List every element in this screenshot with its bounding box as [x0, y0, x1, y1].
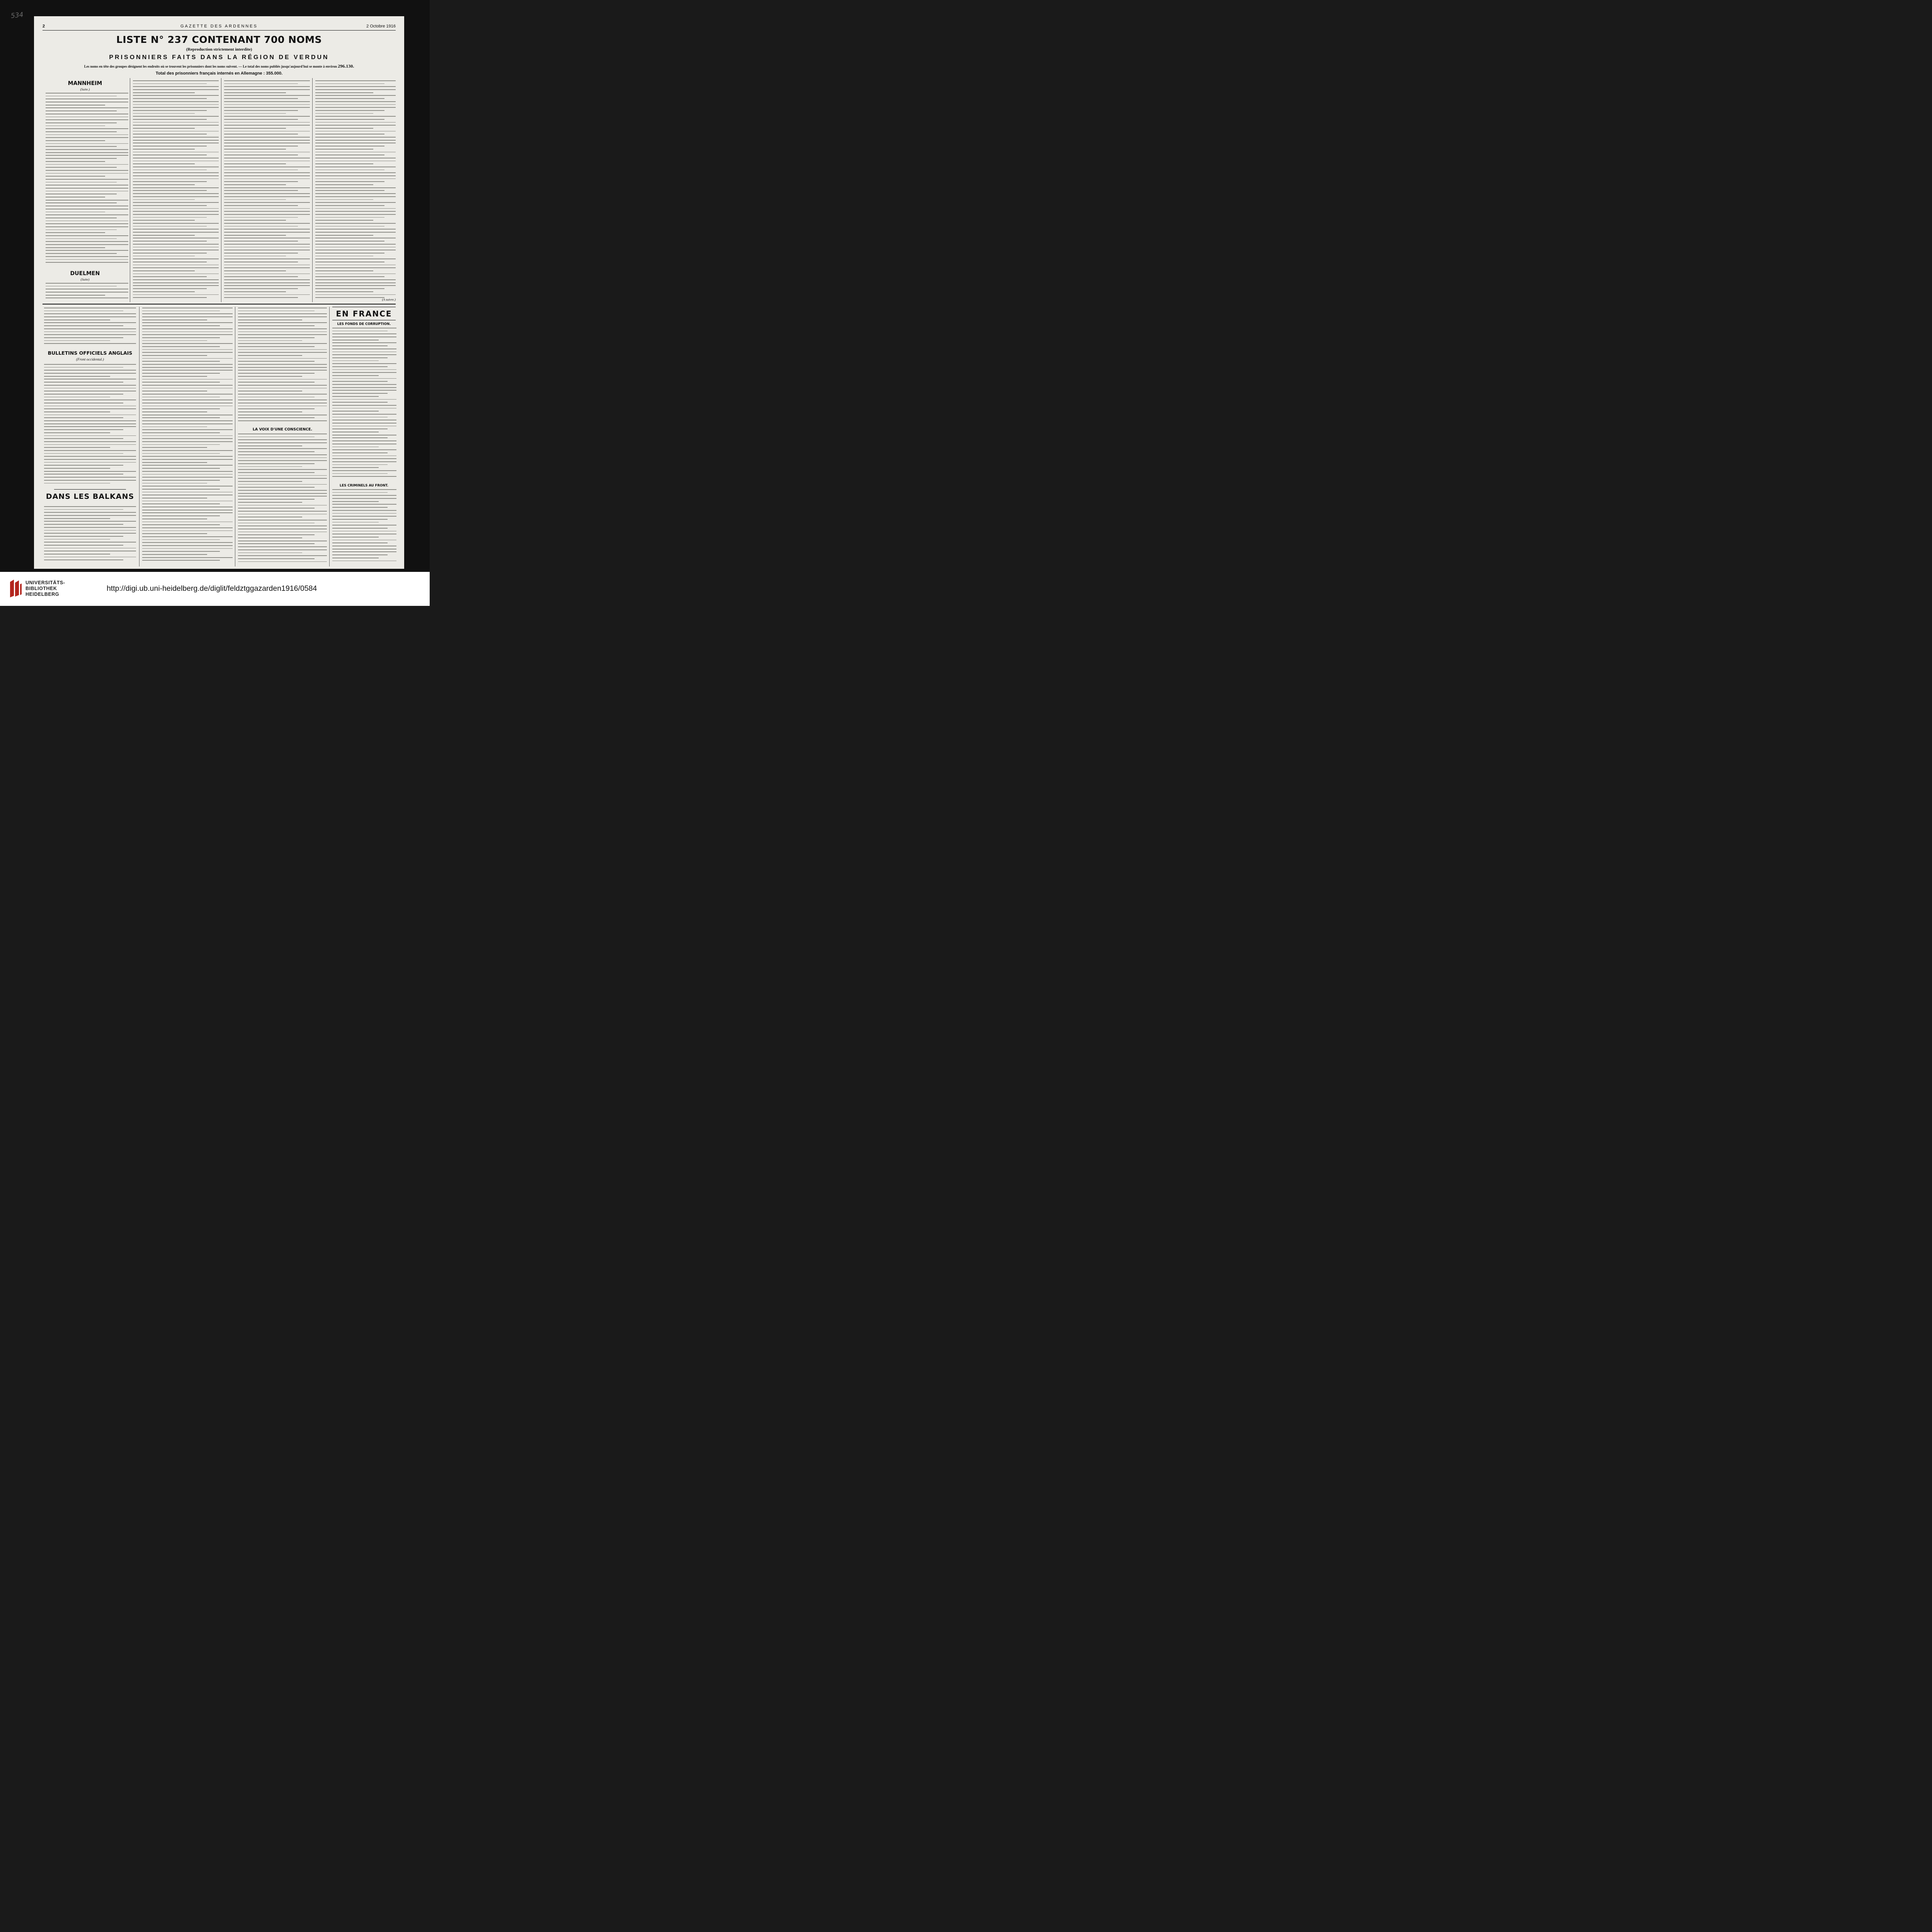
fonds-corruption-heading: LES FONDS DE CORRUPTION.: [337, 322, 391, 326]
mannheim-suite-note: (Suite.): [80, 87, 90, 91]
permalink-url[interactable]: http://digi.ub.uni-heidelberg.de/diglit/feldztggazarden1916/0584: [107, 584, 317, 593]
library-name-line: UNIVERSITÄTS-: [26, 580, 65, 585]
a-suivre-note: (A suivre.): [382, 298, 396, 301]
bulletins-anglais-heading: BULLETINS OFFICIELS ANGLAIS: [48, 350, 133, 356]
names-column-4-text: [315, 80, 396, 300]
running-header: [43, 23, 396, 31]
page-number: 2: [43, 24, 45, 29]
notice-total: 296.130.: [338, 63, 354, 69]
article-divider: [54, 489, 126, 490]
duelmen-heading: DUELMEN: [70, 270, 100, 277]
column-rule: [312, 78, 313, 302]
voix-conscience-heading: LA VOIX D'UNE CONSCIENCE.: [252, 427, 313, 432]
right-middle-text-b: [238, 434, 327, 564]
bulletins-text: [44, 364, 136, 486]
communique-text: [44, 308, 136, 346]
names-column-1-text: [46, 93, 128, 265]
en-france-heading: EN FRANCE: [336, 309, 392, 318]
column-rule: [329, 307, 330, 566]
total-prisoners-line: Total des prisonniers français internés en Allemagne : 355.000.: [155, 71, 283, 76]
notice-lead: Les noms en tête des groupes désignent les endroits où se trouvent les prisonniers dont les noms suivent. — Le total des noms publiés jusqu'aujourd'hui se monte à environ: [84, 65, 337, 68]
names-column-3-text: [224, 80, 310, 300]
region-subtitle: PRISONNIERS FAITS DANS LA RÉGION DE VERDUN: [109, 54, 329, 61]
newspaper-page: [34, 16, 404, 569]
list-title: LISTE N° 237 CONTENANT 700 NOMS: [116, 34, 322, 45]
library-name-line: BIBLIOTHEK: [26, 586, 57, 591]
library-name-line: HEIDELBERG: [26, 592, 59, 597]
right-middle-text-a: [238, 308, 327, 423]
balkans-heading: DANS LES BALKANS: [46, 492, 134, 501]
front-occidental-note: (Front occidental.): [76, 358, 104, 362]
manuscript-page-number: 534: [10, 11, 24, 20]
library-footer: [0, 572, 430, 606]
names-column-1b-text: [46, 283, 128, 301]
middle-article-text: [142, 308, 233, 563]
criminels-front-heading: LES CRIMINELS AU FRONT.: [340, 484, 388, 488]
library-name: [26, 580, 65, 597]
en-france-text-b: [332, 489, 396, 563]
balkans-text: [44, 506, 136, 563]
notice-line: [43, 63, 396, 69]
gazette-name: GAZETTE DES ARDENNES: [180, 24, 258, 29]
issue-date: 2 Octobre 1916: [366, 24, 396, 29]
en-france-text-a: [332, 328, 396, 479]
duelmen-suite-note: (Suite): [80, 277, 90, 281]
mannheim-heading: MANNHEIM: [68, 80, 102, 87]
university-library-logo-icon: [9, 579, 22, 598]
reproduction-note: (Reproduction strictement interdite): [186, 47, 252, 52]
names-column-2-text: [133, 80, 219, 300]
